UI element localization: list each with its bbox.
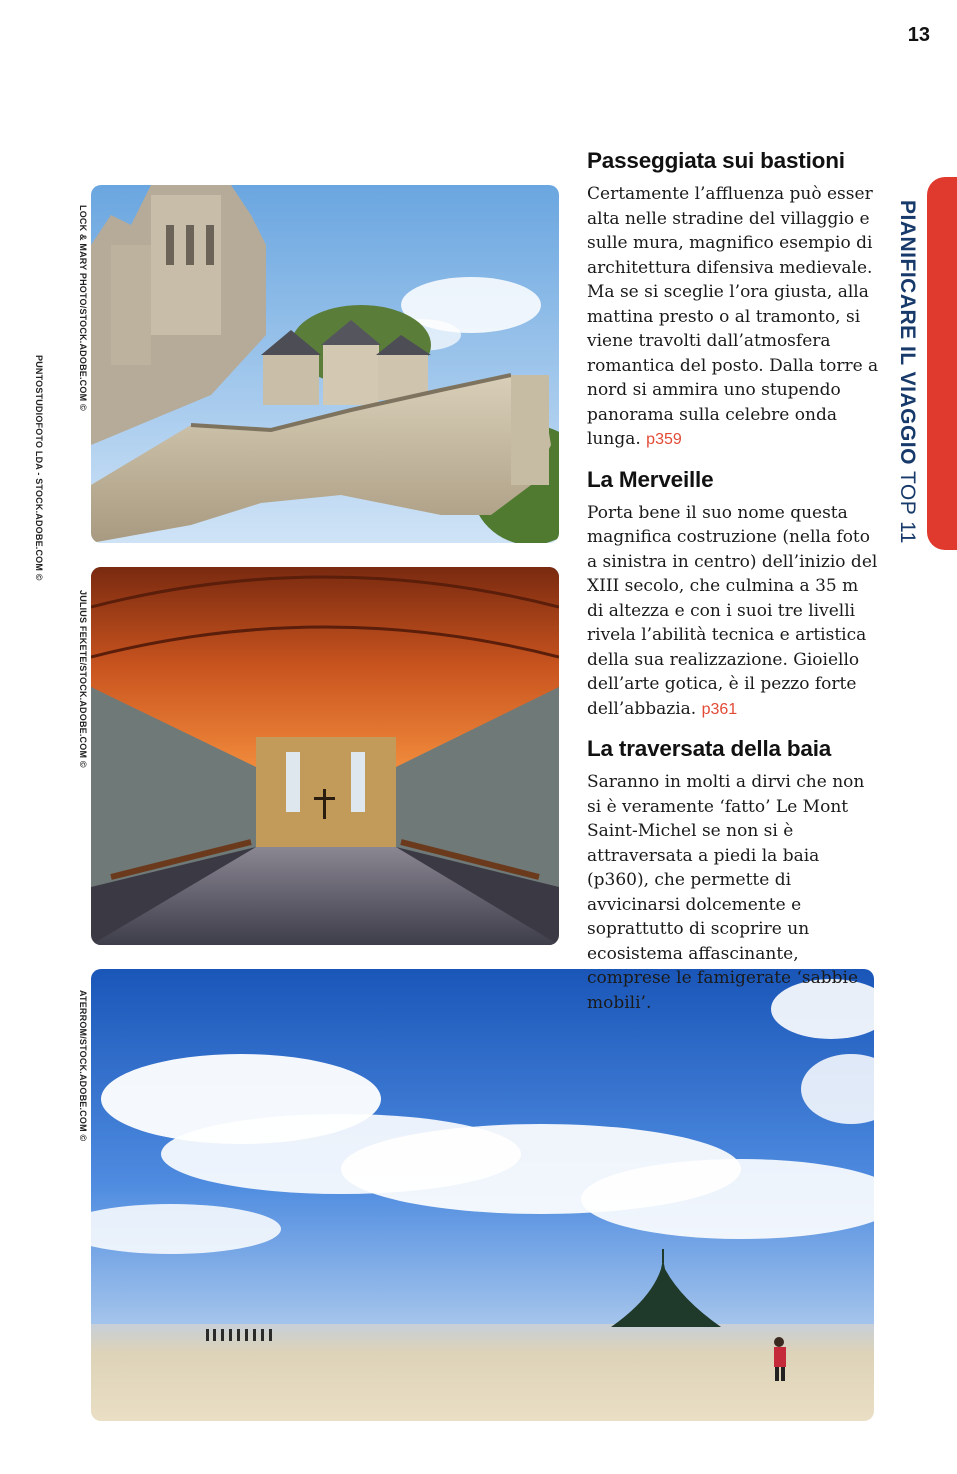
- section-label: [893, 200, 921, 560]
- section-title: PIANIFICARE IL VIAGGIO: [896, 200, 919, 465]
- ramparts-illustration: [91, 185, 559, 543]
- heading-merveille: La Merveille: [587, 466, 714, 492]
- article-text: [587, 148, 879, 1029]
- page-ref-merveille[interactable]: p361: [701, 700, 738, 718]
- heading-bastioni: Passeggiata sui bastioni: [587, 148, 845, 173]
- page-ref-bastioni[interactable]: p359: [646, 431, 682, 448]
- section-subtitle: TOP 11: [896, 470, 919, 544]
- page-number: 13: [907, 24, 930, 46]
- bay-illustration: [91, 969, 874, 1421]
- paragraph-traversata: Saranno in molti a dirvi che non si è veramente ‘fatto’ Le Mont Saint-Michel se non si è attraversata a piedi la baia (p360), che permette di avvicinarsi dolcemente e soprattutto di scoprire un ecosistema affascinante, comprese le famigerate ‘sabbie mobili’.: [587, 772, 865, 1013]
- section-tab: [927, 177, 957, 550]
- merveille-illustration: [91, 567, 559, 945]
- paragraph-merveille: Porta bene il suo nome questa magnifica costruzione (nella foto a sinistra in centro) dell’inizio del XIII secolo, che culmina a 35 m di altezza e con i suoi tre livelli rivela l’abilità tecnica e artistica della sua realizzazione. Gioiello dell’arte gotica, è il pezzo forte dell’abbazia. p361: [587, 502, 878, 719]
- paragraph-bastioni: Certamente l’affluenza può esser alta nelle stradine del villaggio e sulle mura, magnifico esempio di architettura difensiva medievale. Ma se si sceglie l’ora giusta, alla mattina presto o al tramonto, si viene travolti dall’atmosfera romantica del posto. Dalla torre a nord si ammira uno stupendo panorama sulla celebre onda lunga. p359: [587, 184, 879, 449]
- photo-merveille: [91, 567, 559, 945]
- photo-ramparts: [91, 185, 559, 543]
- photo-bay: [91, 969, 874, 1421]
- heading-traversata: La traversata della baia: [587, 736, 832, 761]
